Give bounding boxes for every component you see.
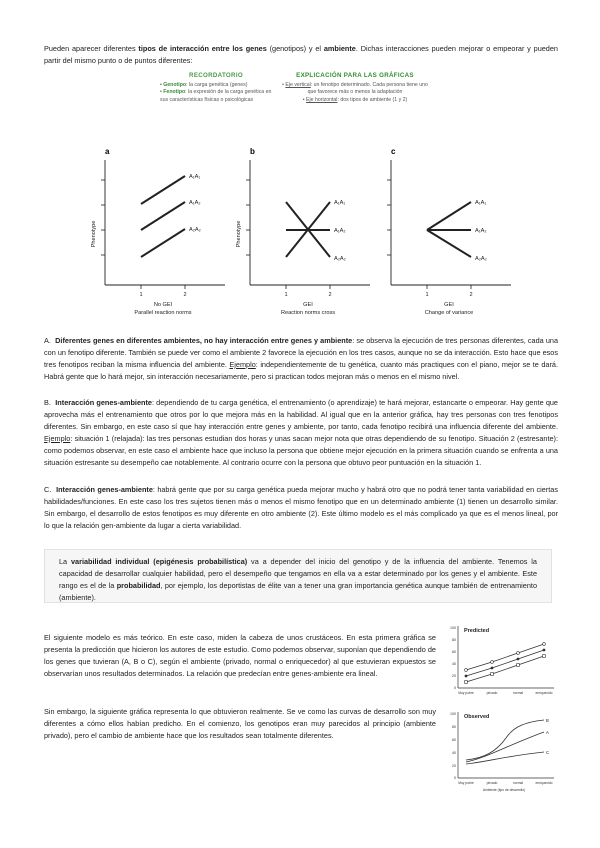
x-tick: normal — [512, 781, 524, 785]
explicacion-box — [282, 72, 428, 124]
x-tick: Muy pobre — [458, 781, 474, 785]
panel-b — [236, 147, 370, 316]
chart-title: Observed — [464, 714, 490, 720]
y-tick: 60 — [452, 738, 456, 742]
y-tick: 80 — [452, 638, 456, 642]
predicted-chart — [446, 622, 558, 704]
y-tick: 20 — [452, 764, 456, 768]
genotype-label: A₁A₁ — [475, 200, 487, 206]
section-b-paragraph: B. Interacción genes-ambiente: dependiendo de tu carga genética, el entrenamiento (o aprendizaje) te hará mejorar, estancarte o empeorar. Hay gente que aprovecha más el entrenamiento que otros por lo que mejora más en la habilidad. Al igual que en la anterior gráfica, hay tres personas con tres fenotipos diferentes. Sin embargo, en este caso sí que hay interacción entre genes y ambiente, por tanto, cada fenotipo recibirá una influencia diferente del ambiente. Ejemplo: situación 1 (relajada): las tres personas estudian dos horas y unas sacan mejor nota que otras dependiendo de su fenotipo. Situación 2 (estresante): como podemos observar, en este caso el ambiente hace que incluso la persona que obtiene mejor ejecución en la primera situación cuando se enfrenta a una situación estresante su desempeño cae notablemente. Al contrario ocurre con la persona que obtuvo peor puntuación en la situación 1. — [44, 398, 558, 467]
y-tick: 100 — [450, 626, 456, 630]
panel-letter: a — [105, 147, 110, 156]
x-tick: enriquecido — [535, 781, 553, 785]
paragraph-results: Sin embargo, la siguiente gráfica representa lo que obtuvieron realmente. Se ve como las curvas de desarrollo son muy diferentes a cómo ellos habían predicho. En el comienzo, los genotipos eran muy parecidos al principio (ambiente privado), pero el cambio de ambiente hace que los resultados sean totalmente diferentes. — [44, 707, 436, 740]
recordatorio-title: RECORDATORIO — [189, 72, 243, 79]
series-line — [466, 656, 544, 682]
y-tick: 0 — [454, 686, 456, 690]
tick-label: 1 — [139, 292, 143, 298]
x-tick: privado — [486, 781, 498, 785]
note-box — [44, 549, 552, 603]
y-tick: 40 — [452, 662, 456, 666]
panel-letter: c — [391, 147, 396, 156]
series-label: C — [546, 750, 550, 755]
series-line — [466, 650, 544, 676]
recordatorio-genotipo: • Genotipo: la carga genética (genes) — [160, 82, 248, 88]
x-axis-caption: Reaction norms cross — [280, 310, 336, 316]
panel-a — [91, 147, 225, 316]
y-tick: 20 — [452, 674, 456, 678]
recordatorio-box — [160, 72, 272, 124]
y-tick: 60 — [452, 650, 456, 654]
x-tick: normal — [512, 691, 524, 695]
intro-paragraph: Pueden aparecer diferentes tipos de interacción entre los genes (genotipos) y el ambiente. Dichas interacciones pueden mejorar o empeorar y pueden partir del mismo punto o de puntos diferentes: — [44, 44, 558, 65]
paragraph-model: El siguiente modelo es más teórico. En este caso, miden la cabeza de unos crustáceos. En esta primera gráfica se presenta la predicción que hicieron los autores de este estudio. Como podemos observar, suponían que dependiendo de los genes que tuvieran (A, B o C), según el ambiente (privado, normal o enriquecedor) al que estuvieran expuestos se observarían unos resultados determinados. La relación que predecían entre genes-ambiente era lineal. — [44, 633, 436, 678]
y-axis-label: Phenotype — [236, 220, 242, 248]
panel-letter: b — [250, 147, 255, 156]
genotype-label: A₂A₂ — [334, 256, 346, 262]
observed-chart — [446, 708, 558, 796]
y-tick: 40 — [452, 751, 456, 755]
tick-label: 2 — [328, 292, 332, 298]
genotype-label: A₂A₂ — [189, 227, 201, 233]
tick-label: 2 — [183, 292, 187, 298]
y-tick: 100 — [450, 712, 456, 716]
section-a-paragraph: A. Diferentes genes en diferentes ambientes, no hay interacción entre genes y ambiente: se observa la ejecución de tres personas diferentes, cada una con un fenotipo diferente. También se puede ver como el ambiente 2 favorece la ejecución en los tres casos, aunque no se da interacción. Esto hace que esos tres fenotipos reciban la misma influencia del ambiente. Ejemplo: independientemente de tu genética, cuanto más practiques con el piano, mejor se te dará. Habrá gente que lo hará mejor, sin interacción necesariamente, pero si practican todos mejoran más o menos en el mismo nivel. — [44, 336, 558, 381]
genotype-label: A₁A₁ — [189, 174, 201, 180]
series-label: A — [546, 730, 549, 735]
tick-label: 2 — [469, 292, 473, 298]
tick-label: 1 — [425, 292, 429, 298]
genotype-label: A₁A₂ — [189, 200, 201, 206]
x-axis-title: Ambiente (tipo de desarrollo) — [482, 788, 526, 792]
series-line-b — [466, 720, 544, 760]
panel-c — [387, 147, 511, 316]
chart-title: Predicted — [464, 628, 490, 634]
y-tick: 0 — [454, 776, 456, 780]
x-axis-caption: Parallel reaction norms — [134, 310, 192, 316]
explicacion-horizontal: • Eje horizontal: dos tipos de ambiente (1 y 2) — [302, 96, 408, 103]
genotype-label: A₁A₁ — [334, 200, 346, 206]
y-tick: 80 — [452, 725, 456, 729]
explicacion-vertical: • Eje vertical: un fenotipo determinado. Cada persona tiene uno que favorece más o menos la adaptación — [282, 82, 428, 96]
x-tick: privado — [486, 691, 498, 695]
x-axis-caption: Change of variance — [424, 310, 474, 316]
x-axis-label: GEI — [303, 302, 313, 308]
recordatorio-fenotipo: • Fenotipo: la expresión de la carga genética en sus características físicas o psicológicas — [160, 89, 272, 103]
series-line — [466, 644, 544, 670]
x-axis-label: No GEI — [153, 302, 173, 308]
series-label: B — [546, 718, 549, 723]
genotype-label: A₁A₂ — [475, 228, 487, 234]
y-axis-label: Phenotype — [91, 220, 97, 248]
section-c-paragraph: C. Interacción genes-ambiente: habrá gente que por su carga genética pueda mejorar mucho y habrá otro que no podrá tener tanta variabilidad en ciertas habilidades/funciones. En este caso los tres sujetos tienen más o menos el mismo fenotipo que en un determinado ambiente (1) tienen un desarrollo similar. Sin embargo, el desarrollo de estos fenotipos es muy diferente en otro ambiente (2). Este último modelo es el más complicado ya que es el menos lineal, por lo que la relación gen-ambiente da lugar a cierta variabilidad. — [44, 485, 559, 530]
genotype-label: A₂A₂ — [475, 256, 487, 262]
tick-label: 1 — [284, 292, 288, 298]
note-paragraph: La variabilidad individual (epigénesis probabilística) va a depender del inicio del genotipo y de la influencia del ambiente. Tenemos la capacidad de desarrollar cualquier habilidad, pero el desempeño que tengamos en ella va a estar determinado por los genes y el ambiente. Este rango es el de la probabilidad, por ejemplo, los deportistas de élite van a tener una gran importancia genética aunque también de entrenamiento (ambiente). — [59, 557, 537, 602]
genotype-label: A₁A₂ — [334, 228, 346, 234]
explicacion-title: EXPLICACIÓN PARA LAS GRÁFICAS — [296, 72, 414, 79]
x-tick: enriquecido — [535, 691, 553, 695]
x-axis-label: GEI — [444, 302, 454, 308]
reaction-norms-figure — [85, 140, 515, 320]
x-tick: Muy pobre — [458, 691, 474, 695]
